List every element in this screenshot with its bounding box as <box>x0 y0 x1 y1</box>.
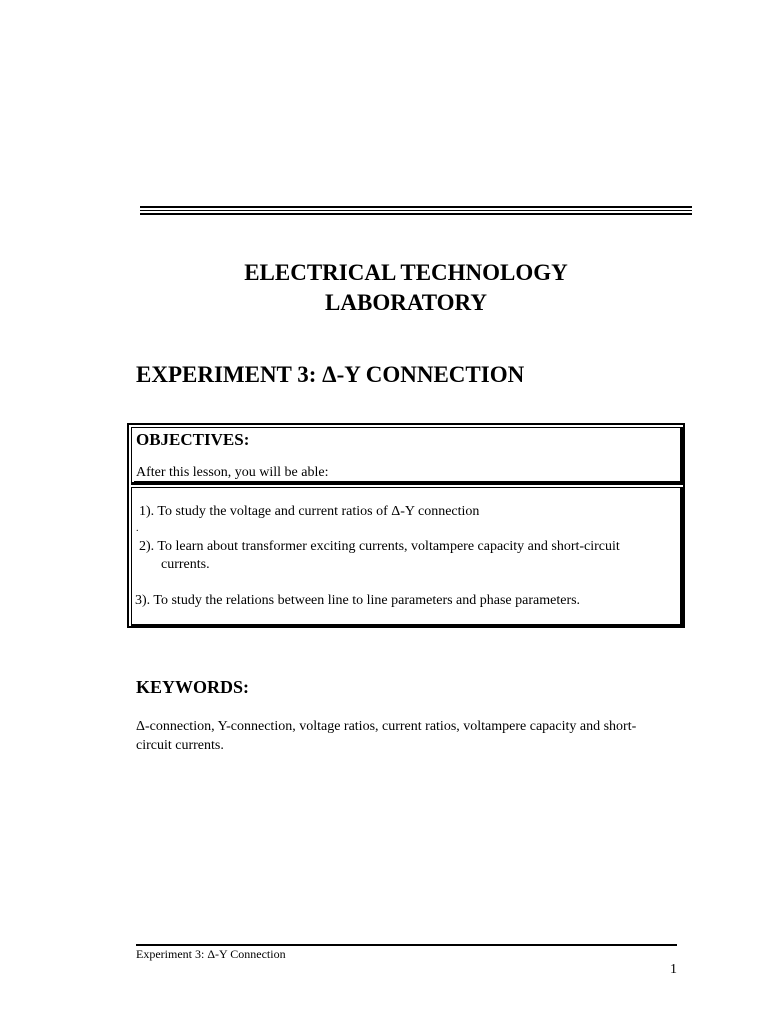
top-rule-2 <box>140 210 692 211</box>
objective-item-2-cont: currents. <box>161 557 210 572</box>
objective-item-1-stray-mark: . <box>136 523 139 534</box>
page-number: 1 <box>670 962 677 977</box>
footer-rule <box>136 944 677 946</box>
top-rule-1 <box>140 206 692 208</box>
objective-item-3: 3). To study the relations between line to line parameters and phase parameters. <box>135 593 581 608</box>
objectives-heading: OBJECTIVES: <box>136 430 250 449</box>
objective-item-2: 2). To learn about transformer exciting currents, voltampere capacity and short-circuit <box>139 539 620 554</box>
objectives-intro-underline <box>134 481 680 482</box>
keywords-heading: KEYWORDS: <box>136 677 250 697</box>
top-rule-3 <box>140 213 692 215</box>
keywords-text <box>136 717 696 755</box>
document-title <box>140 258 672 318</box>
footer-text: Experiment 3: Δ-Y Connection <box>136 947 286 961</box>
keywords-line-2: circuit currents. <box>136 738 224 753</box>
experiment-heading: EXPERIMENT 3: Δ-Y CONNECTION <box>136 362 525 387</box>
keywords-line-1: Δ-connection, Y-connection, voltage ratios, current ratios, voltampere capacity and short- <box>136 719 637 734</box>
title-line-2: LABORATORY <box>325 290 487 315</box>
objectives-intro: After this lesson, you will be able: <box>136 465 329 480</box>
objective-item-1: 1). To study the voltage and current ratios of Δ-Y connection <box>139 504 480 519</box>
title-line-1: ELECTRICAL TECHNOLOGY <box>244 260 568 285</box>
